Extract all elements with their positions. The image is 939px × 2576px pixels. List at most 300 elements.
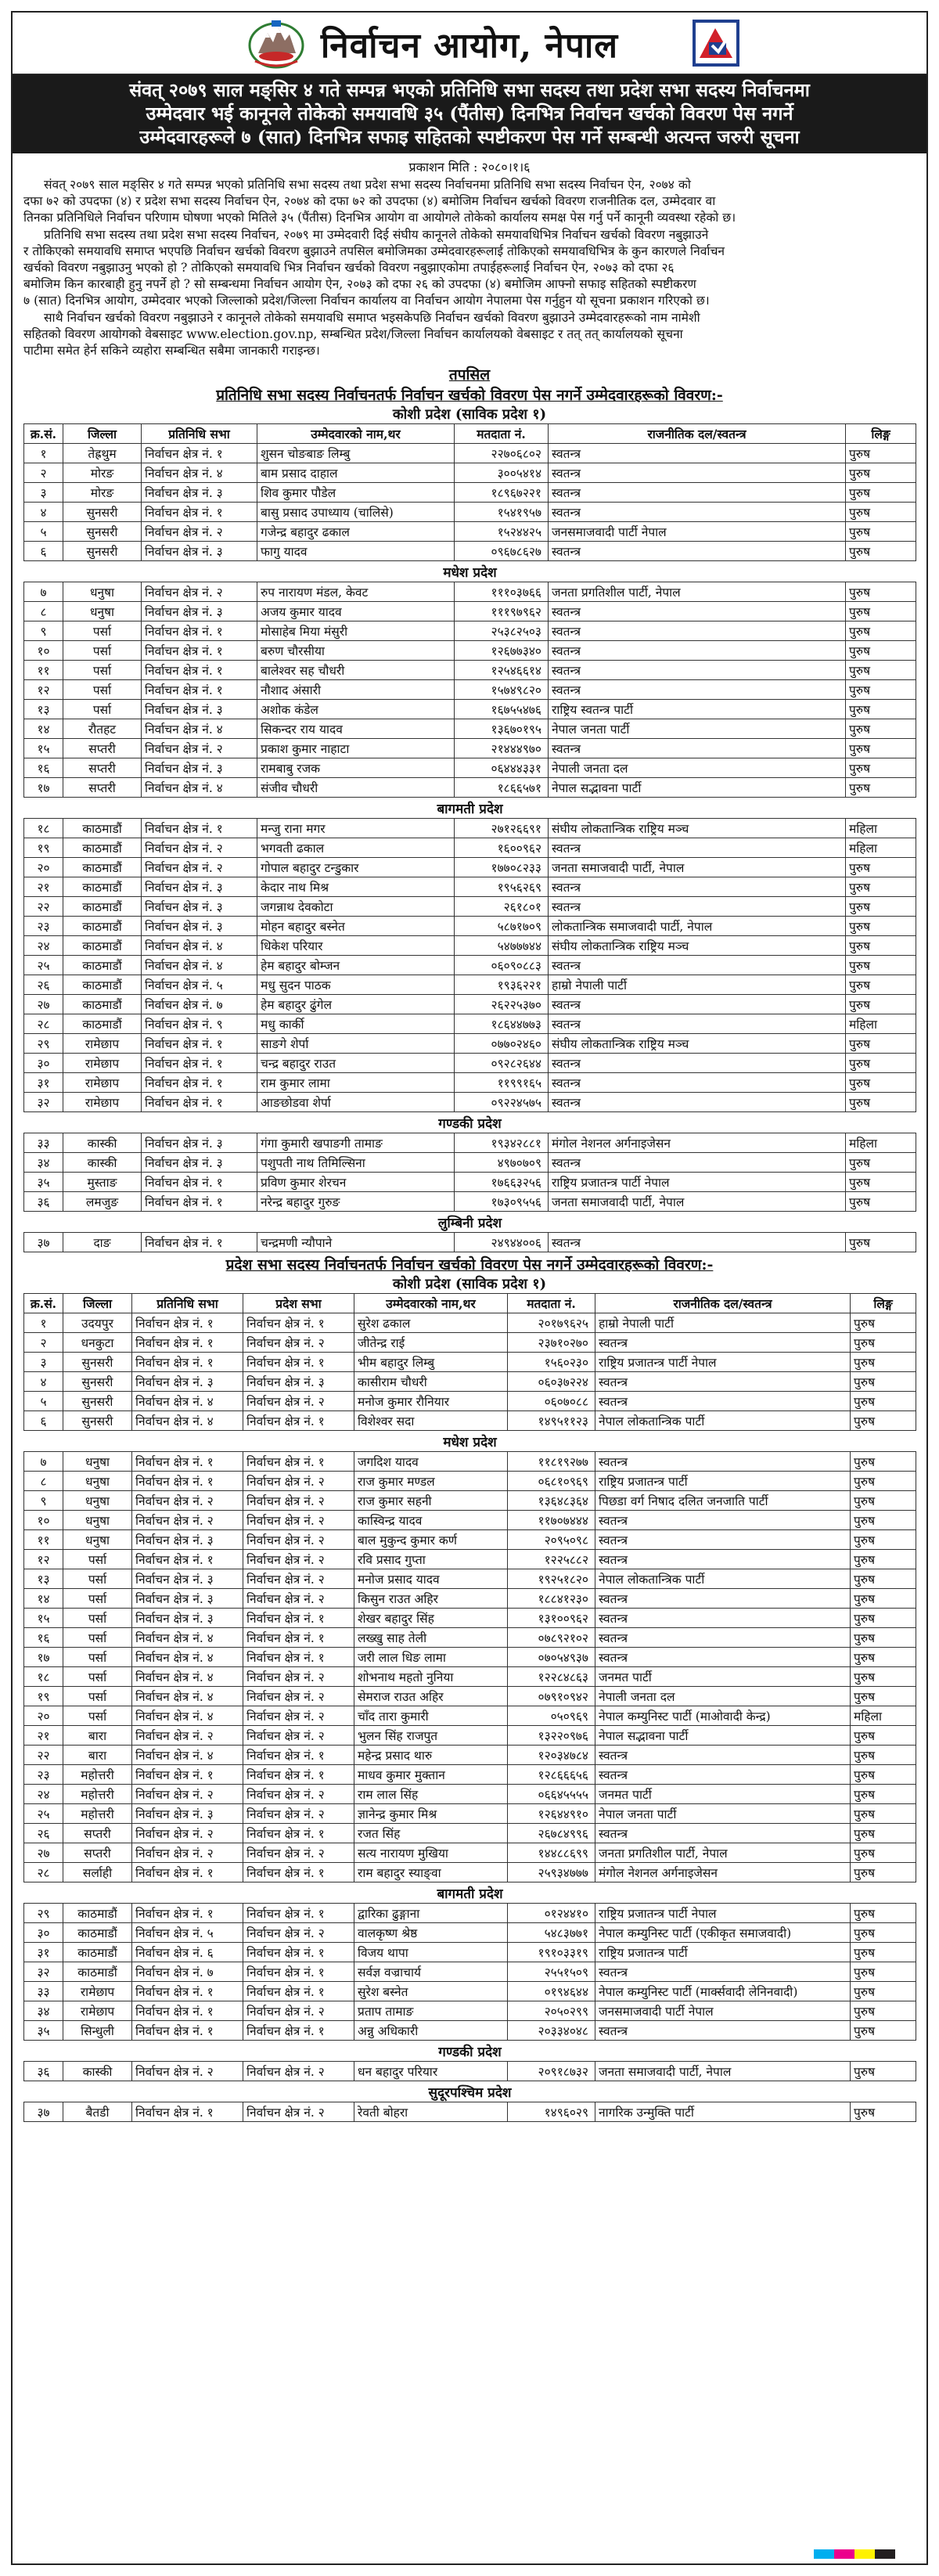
table-row: [24, 1863, 916, 1882]
table-cell: ०९२८२६४४: [455, 1054, 549, 1073]
table-cell: भीम बहादुर लिम्बु: [354, 1353, 508, 1372]
table-cell: निर्वाचन क्षेत्र नं. ४: [132, 1648, 243, 1667]
table-cell: धनुषा: [63, 602, 142, 621]
table-cell: निर्वाचन क्षेत्र नं. २: [243, 2001, 354, 2021]
table-cell: पुरुष: [851, 1353, 916, 1372]
table-cell: नेपाल लोकतान्त्रिक पार्टी: [595, 1411, 851, 1431]
table-cell: २८: [24, 1014, 63, 1034]
table-row: [24, 1648, 916, 1667]
table-row: [24, 956, 916, 975]
table-cell: १२८६६६५६: [508, 1765, 595, 1785]
table-cell: १२: [24, 680, 63, 700]
table-cell: मंगोल नेशनल अर्गनाइजेसन: [595, 1863, 851, 1882]
table-cell: ३७: [24, 1233, 63, 1252]
table-cell: रुप नारायण मंडल, केवट: [257, 582, 455, 602]
table-cell: जगन्नाथ देवकोटा: [257, 897, 455, 917]
table-cell: रामेछाप: [63, 1034, 142, 1054]
table-cell: निर्वाचन क्षेत्र नं. १: [142, 661, 257, 680]
table-cell: लोकतान्त्रिक समाजवादी पार्टी, नेपाल: [549, 917, 846, 936]
table-cell: राष्ट्रिय स्वतन्त्र पार्टी: [549, 700, 846, 719]
table-cell: ०६६४५५५५: [508, 1785, 595, 1804]
table-row: [24, 680, 916, 700]
table-cell: कास्की: [63, 2062, 132, 2081]
table-cell: स्वतन्त्र: [595, 1372, 851, 1392]
table-cell: शोभनाथ महतो नुनिया: [354, 1667, 508, 1687]
table-cell: ६: [24, 542, 63, 561]
table-cell: स्वतन्त्र: [549, 956, 846, 975]
table-cell: पुरुष: [851, 1962, 916, 1982]
table-cell: बाल मुकुन्द कुमार कर्ण: [354, 1530, 508, 1550]
table-cell: १८: [24, 819, 63, 838]
table-cell: ९: [24, 1491, 63, 1511]
table-cell: निर्वाचन क्षेत्र नं. ३: [132, 1804, 243, 1824]
pa-section-title: प्रदेश सभा सदस्य निर्वाचनतर्फ निर्वाचन खर्चको विवरण पेस नगर्ने उम्मेदवारहरूको विवरण:-: [225, 1256, 714, 1274]
table-cell: पर्सा: [63, 641, 142, 661]
table-cell: पुरुष: [846, 995, 916, 1014]
table-cell: १४: [24, 719, 63, 739]
table-cell: स्वतन्त्र: [595, 1589, 851, 1609]
table-row: [24, 936, 916, 956]
table-cell: पुरुष: [851, 1628, 916, 1648]
table-row: [24, 1785, 916, 1804]
table-cell: स्वतन्त्र: [549, 1093, 846, 1112]
table-cell: महिला: [851, 1706, 916, 1726]
column-header: मतदाता नं.: [455, 424, 549, 444]
table-cell: १२२८४८६३: [508, 1667, 595, 1687]
table-cell: २०९१८७३२: [508, 2062, 595, 2081]
table-cell: कास्की: [63, 1153, 142, 1173]
table-cell: ज्ञानेन्द्र कुमार मिश्र: [354, 1804, 508, 1824]
table-cell: जनता प्रगतिशील पार्टी, नेपाल: [549, 582, 846, 602]
table-cell: निर्वाचन क्षेत्र नं. ४: [132, 1392, 243, 1411]
table-cell: ५८७१७०९: [455, 917, 549, 936]
table-cell: पुरुष: [851, 1609, 916, 1628]
table-cell: बारा: [63, 1746, 132, 1765]
table-cell: मन्जु राना मगर: [257, 819, 455, 838]
table-cell: पर्सा: [63, 1648, 132, 1667]
table-cell: पुरुष: [846, 700, 916, 719]
table-cell: लमजुङ: [63, 1192, 142, 1212]
table-cell: मनोज प्रसाद यादव: [354, 1569, 508, 1589]
table-cell: पुरुष: [846, 602, 916, 621]
table-cell: स्वतन्त्र: [549, 641, 846, 661]
table-cell: सुरेश बस्नेत: [354, 1982, 508, 2001]
table-cell: सप्तरी: [63, 778, 142, 798]
table-cell: पुरुष: [851, 1392, 916, 1411]
table-cell: निर्वाचन क्षेत्र नं. १: [132, 1313, 243, 1333]
table-cell: निर्वाचन क्षेत्र नं. १: [243, 1863, 354, 1882]
table-row: [24, 917, 916, 936]
table-cell: धिकेश परियार: [257, 936, 455, 956]
table-cell: सप्तरी: [63, 758, 142, 778]
table-cell: ३०: [24, 1054, 63, 1073]
table-cell: हेम बहादुर ढुंगेल: [257, 995, 455, 1014]
province-row: [24, 1431, 916, 1452]
table-cell: १५७४९८२०: [455, 680, 549, 700]
table-cell: राष्ट्रिय प्रजातन्त्र पार्टी: [595, 1943, 851, 1962]
table-cell: १२६४४९१०: [508, 1804, 595, 1824]
table-cell: पुरुष: [846, 680, 916, 700]
table-cell: १८९६७२२१: [455, 483, 549, 503]
table-cell: १९२५१८२०: [508, 1569, 595, 1589]
column-header: राजनीतिक दल/स्वतन्त्र: [595, 1294, 851, 1313]
table-cell: रजत सिंह: [354, 1824, 508, 1843]
table-cell: पुरुष: [851, 1843, 916, 1863]
table-cell: कास्की: [63, 1133, 142, 1153]
table-cell: काठमाडौं: [63, 1904, 132, 1923]
table-cell: निर्वाचन क्षेत्र नं. ४: [132, 1687, 243, 1706]
table-cell: १८६६५७१: [455, 778, 549, 798]
province-label: मधेश प्रदेश: [24, 1431, 916, 1452]
column-header: लिङ्ग: [851, 1294, 916, 1313]
table-cell: १०: [24, 641, 63, 661]
table-row: [24, 819, 916, 838]
table-cell: काठमाडौं: [63, 838, 142, 858]
table-cell: ३: [24, 1353, 63, 1372]
column-header: क्र.सं.: [24, 424, 63, 444]
table-cell: स्वतन्त्र: [595, 1765, 851, 1785]
table-cell: सुनसरी: [63, 1353, 132, 1372]
table-cell: स्वतन्त्र: [549, 661, 846, 680]
table-row: [24, 1233, 916, 1252]
table-cell: शिव कुमार पौडेल: [257, 483, 455, 503]
table-cell: पुरुष: [851, 1804, 916, 1824]
table-cell: स्वतन्त्र: [595, 1392, 851, 1411]
table-cell: निर्वाचन क्षेत्र नं. १: [243, 1648, 354, 1667]
table-cell: ३००५४१४: [455, 463, 549, 483]
pa-table-header: [24, 1294, 916, 1313]
table-row: [24, 641, 916, 661]
table-row: [24, 1904, 916, 1923]
column-header: जिल्ला: [63, 1294, 132, 1313]
table-cell: नेपाल कम्युनिस्ट पार्टी (मार्क्सवादी लेनिनवादी): [595, 1982, 851, 2001]
table-row: [24, 1472, 916, 1491]
table-cell: २६: [24, 1824, 63, 1843]
table-cell: पुरुष: [846, 641, 916, 661]
table-row: [24, 522, 916, 542]
table-cell: निर्वाचन क्षेत्र नं. २: [142, 858, 257, 877]
table-cell: निर्वाचन क्षेत्र नं. २: [132, 1843, 243, 1863]
para-line: संवत् २०७९ साल मङ्सिर ४ गते सम्पन्न भएको प्रतिनिधि सभा सदस्य तथा प्रदेश सभा सदस्य निर्वाचनमा प्रतिनिधि सभा सदस्य निर्वाचन ऐन, २०७४ को: [44, 178, 691, 192]
table-row: [24, 1824, 916, 1843]
table-row: [24, 2062, 916, 2081]
province-row: [24, 561, 916, 582]
table-row: [24, 1173, 916, 1192]
table-cell: महिला: [846, 838, 916, 858]
table-cell: निर्वाचन क्षेत्र नं. १: [243, 1746, 354, 1765]
table-cell: १८६४४७७३: [455, 1014, 549, 1034]
table-cell: निर्वाचन क्षेत्र नं. ३: [142, 917, 257, 936]
table-cell: संघीय लोकतान्त्रिक राष्ट्रिय मञ्च: [549, 936, 846, 956]
election-commission-logo-icon: [692, 19, 740, 67]
table-cell: भगवती ढकाल: [257, 838, 455, 858]
table-cell: प्रताप तामाङ: [354, 2001, 508, 2021]
table-cell: ३६: [24, 1192, 63, 1212]
table-row: [24, 1804, 916, 1824]
para-line: सहितको विवरण आयोगको वेबसाइट www.election.gov.np, सम्बन्धित प्रदेश/जिल्ला निर्वाचन कार्यालयको वेबसाइट र तत् तत् कार्यालयको सूचना: [23, 326, 683, 341]
table-cell: काठमाडौं: [63, 819, 142, 838]
hor-table: [23, 423, 916, 1252]
table-cell: १३१००९६२: [508, 1609, 595, 1628]
table-cell: पुरुष: [846, 1054, 916, 1073]
table-cell: १५६०२३०: [508, 1353, 595, 1372]
hor-section-title: प्रतिनिधि सभा सदस्य निर्वाचनतर्फ निर्वाचन खर्चको विवरण पेस नगर्ने उम्मेदवारहरूको विवरण:-: [216, 387, 723, 405]
pa-table: [23, 1293, 916, 2122]
table-row: [24, 1153, 916, 1173]
table-cell: निर्वाचन क्षेत्र नं. २: [132, 1726, 243, 1746]
table-cell: पर्सा: [63, 1667, 132, 1687]
table-cell: पर्सा: [63, 1687, 132, 1706]
column-header: लिङ्ग: [846, 424, 916, 444]
table-cell: २२: [24, 897, 63, 917]
table-cell: स्वतन्त्र: [549, 1073, 846, 1093]
table-cell: निर्वाचन क्षेत्र नं. २: [243, 1785, 354, 1804]
header: [13, 13, 926, 74]
para-line: पाटीमा समेत हेर्न सकिने व्यहोरा सम्बन्धित सबैमा जानकारी गराइन्छ।: [23, 344, 320, 358]
table-cell: काठमाडौं: [63, 936, 142, 956]
table-cell: निर्वाचन क्षेत्र नं. १: [142, 1233, 257, 1252]
table-cell: निर्वाचन क्षेत्र नं. ३: [132, 1569, 243, 1589]
table-row: [24, 1073, 916, 1093]
table-cell: मधु कार्की: [257, 1014, 455, 1034]
table-cell: स्वतन्त्र: [549, 602, 846, 621]
table-cell: ९: [24, 621, 63, 641]
table-cell: १६००९६२: [455, 838, 549, 858]
table-cell: नागरिक उन्मुक्ति पार्टी: [595, 2102, 851, 2122]
table-cell: ३४: [24, 1153, 63, 1173]
table-cell: पर्सा: [63, 1609, 132, 1628]
table-cell: २५: [24, 1804, 63, 1824]
table-cell: २१४४४९७०: [455, 739, 549, 758]
table-cell: ०९६७८६२७: [455, 542, 549, 561]
pa-first-province: कोशी प्रदेश (साविक प्रदेश १): [392, 1276, 547, 1293]
table-cell: ५: [24, 522, 63, 542]
table-cell: निर्वाचन क्षेत्र नं. २: [243, 2102, 354, 2122]
province-label: गण्डकी प्रदेश: [24, 2041, 916, 2062]
table-cell: निर्वाचन क्षेत्र नं. १: [142, 1034, 257, 1054]
table-cell: २९: [24, 1904, 63, 1923]
table-cell: मोरङ: [63, 463, 142, 483]
table-cell: ०५०९६९: [508, 1706, 595, 1726]
table-cell: निर्वाचन क्षेत्र नं. १: [243, 1609, 354, 1628]
table-cell: ११७०७४४४: [508, 1511, 595, 1530]
table-cell: स्वतन्त्र: [549, 897, 846, 917]
table-row: [24, 1511, 916, 1530]
table-row: [24, 1609, 916, 1628]
table-cell: निर्वाचन क्षेत्र नं. १: [132, 1765, 243, 1785]
table-cell: २४: [24, 1785, 63, 1804]
table-cell: जनसमाजवादी पार्टी नेपाल: [595, 2001, 851, 2021]
table-cell: निर्वाचन क्षेत्र नं. १: [142, 641, 257, 661]
table-cell: ५: [24, 1392, 63, 1411]
table-cell: १४९६०२९: [508, 2102, 595, 2122]
table-cell: पुरुष: [851, 1511, 916, 1530]
table-cell: रामबाबु रजक: [257, 758, 455, 778]
para-line: र तोकिएको समयावधि समाप्त भएपछि निर्वाचन खर्चको विवरण बुझाउने तपसिल बमोजिमका उम्मेदवारहरूलाई तोकिएको समयावधिभित्र के कुन कारणले निर्वाचन: [23, 243, 725, 258]
table-cell: सेमराज राउत अहिर: [354, 1687, 508, 1706]
table-cell: निर्वाचन क्षेत्र नं. ३: [142, 758, 257, 778]
table-cell: ११८१९२७७: [508, 1452, 595, 1472]
table-cell: महोत्तरी: [63, 1785, 132, 1804]
table-cell: पशुपती नाथ तिमिल्सिना: [257, 1153, 455, 1173]
table-cell: काठमाडौं: [63, 1943, 132, 1962]
table-cell: पुरुष: [846, 858, 916, 877]
province-label: सुदूरपश्चिम प्रदेश: [24, 2081, 916, 2102]
table-cell: शेखर बहादुर सिंह: [354, 1609, 508, 1628]
table-cell: ३२: [24, 1962, 63, 1982]
table-row: [24, 1569, 916, 1589]
table-cell: अजय कुमार यादव: [257, 602, 455, 621]
table-cell: पुरुष: [851, 1569, 916, 1589]
table-cell: आङछोडवा शेर्पा: [257, 1093, 455, 1112]
table-cell: सुनसरी: [63, 1392, 132, 1411]
table-cell: पुरुष: [846, 956, 916, 975]
table-cell: नेपाली जनता दल: [595, 1687, 851, 1706]
table-cell: पुरुष: [846, 1093, 916, 1112]
province-label: बागमती प्रदेश: [24, 798, 916, 819]
table-row: [24, 858, 916, 877]
table-cell: राज कुमार सहनी: [354, 1491, 508, 1511]
table-row: [24, 463, 916, 483]
table-cell: निर्वाचन क्षेत्र नं. २: [243, 1923, 354, 1943]
table-cell: निर्वाचन क्षेत्र नं. ३: [132, 1609, 243, 1628]
table-cell: पुरुष: [851, 1923, 916, 1943]
table-cell: १६७५५४७६: [455, 700, 549, 719]
table-cell: ४९७०७०९: [455, 1153, 549, 1173]
table-cell: निर्वाचन क्षेत्र नं. ७: [142, 995, 257, 1014]
table-cell: १८: [24, 1667, 63, 1687]
table-cell: राम बहादुर स्याङ्वा: [354, 1863, 508, 1882]
table-cell: निर्वाचन क्षेत्र नं. २: [243, 2062, 354, 2081]
table-cell: स्वतन्त्र: [549, 1153, 846, 1173]
table-row: [24, 1589, 916, 1609]
table-cell: निर्वाचन क्षेत्र नं. २: [243, 1843, 354, 1863]
banner-line: उम्मेदवारहरूले ७ (सात) दिनभित्र सफाइ सहितको स्पष्टीकरण पेस गर्ने सम्बन्धी अत्यन्त जरुरी सूचना: [139, 126, 800, 148]
table-cell: मोरङ: [63, 483, 142, 503]
table-cell: जनता प्रगतिशील पार्टी, नेपाल: [595, 1843, 851, 1863]
table-cell: १७७०८२३३: [455, 858, 549, 877]
table-row: [24, 1843, 916, 1863]
table-cell: स्वतन्त्र: [595, 1824, 851, 1843]
table-cell: पुरुष: [846, 503, 916, 522]
table-cell: ०६८१०९६९: [508, 1472, 595, 1491]
table-cell: ०७७०२४६०: [455, 1034, 549, 1054]
table-cell: साङगे शेर्पा: [257, 1034, 455, 1054]
table-cell: निर्वाचन क्षेत्र नं. ५: [132, 1923, 243, 1943]
table-row: [24, 1962, 916, 1982]
table-cell: स्वतन्त्र: [549, 542, 846, 561]
table-cell: निर्वाचन क्षेत्र नं. १: [243, 1962, 354, 1982]
table-row: [24, 1706, 916, 1726]
table-cell: १७: [24, 778, 63, 798]
table-cell: १२०३४७८४: [508, 1746, 595, 1765]
table-cell: धनुषा: [63, 1511, 132, 1530]
table-row: [24, 1687, 916, 1706]
table-cell: पुरुष: [851, 1765, 916, 1785]
table-cell: निर्वाचन क्षेत्र नं. २: [243, 1472, 354, 1491]
table-cell: नरेन्द्र बहादुर गुरुङ: [257, 1192, 455, 1212]
table-cell: २७१२६६९१: [455, 819, 549, 838]
table-cell: संघीय लोकतान्त्रिक राष्ट्रिय मञ्च: [549, 1034, 846, 1054]
para-line: खर्चको विवरण नबुझाउनु भएको हो ? तोकिएको समयावधि भित्र निर्वाचन खर्चको विवरण नबुझाएकोमा तपाईहरूलाई निर्वाचन ऐन, २०७३ को दफा २६: [23, 261, 675, 276]
table-cell: पुरुष: [846, 661, 916, 680]
column-header: प्रतिनिधि सभा: [142, 424, 257, 444]
table-cell: पुरुष: [851, 1982, 916, 2001]
table-cell: पुरुष: [851, 1863, 916, 1882]
table-cell: निर्वाचन क्षेत्र नं. ३: [142, 483, 257, 503]
table-cell: रेवती बोहरा: [354, 2102, 508, 2122]
table-cell: ३३: [24, 1982, 63, 2001]
table-cell: २९: [24, 1034, 63, 1054]
table-cell: राष्ट्रिय प्रजातन्त्र पार्टी: [595, 1472, 851, 1491]
table-cell: २५५१५०९: [508, 1962, 595, 1982]
table-cell: सुनसरी: [63, 503, 142, 522]
table-cell: किसुन राउत अहिर: [354, 1589, 508, 1609]
table-cell: निर्वाचन क्षेत्र नं. १: [142, 444, 257, 463]
table-cell: २५३८२५०३: [455, 621, 549, 641]
table-cell: महोत्तरी: [63, 1804, 132, 1824]
table-cell: १०: [24, 1511, 63, 1530]
publication-date: प्रकाशन मिति : २०८०।१।६: [408, 160, 531, 175]
table-cell: ३६: [24, 2062, 63, 2081]
province-row: [24, 1112, 916, 1133]
table-cell: काठमाडौं: [63, 975, 142, 995]
table-cell: मुस्ताङ: [63, 1173, 142, 1192]
table-cell: निर्वाचन क्षेत्र नं. ४: [132, 1746, 243, 1765]
table-cell: पिछडा वर्ग निषाद दलित जनजाति पार्टी: [595, 1491, 851, 1511]
table-cell: निर्वाचन क्षेत्र नं. ४: [142, 463, 257, 483]
table-cell: २०: [24, 1706, 63, 1726]
table-cell: निर्वाचन क्षेत्र नं. १: [132, 2001, 243, 2021]
table-cell: निर्वाचन क्षेत्र नं. १: [243, 2021, 354, 2041]
table-cell: कास्विन्द्र यादव: [354, 1511, 508, 1530]
table-cell: हेम बहादुर बोम्जन: [257, 956, 455, 975]
table-cell: रामेछाप: [63, 1054, 142, 1073]
para-line: साथै निर्वाचन खर्चको विवरण नबुझाउने र कानूनले तोकेको समयावधि समाप्त भइसकेपछि निर्वाचन खर्चको विवरण बुझाउने उम्मेदवारहरूको नाम नामेशी: [44, 310, 700, 325]
table-cell: पुरुष: [851, 1648, 916, 1667]
table-cell: पुरुष: [851, 1372, 916, 1392]
province-label: मधेश प्रदेश: [24, 561, 916, 582]
table-cell: राज कुमार मण्डल: [354, 1472, 508, 1491]
table-cell: पर्सा: [63, 661, 142, 680]
table-cell: निर्वाचन क्षेत्र नं. ३: [142, 1153, 257, 1173]
banner-line: संवत् २०७९ साल मङ्सिर ४ गते सम्पन्न भएको प्रतिनिधि सभा सदस्य तथा प्रदेश सभा सदस्य निर्वाचनमा: [129, 79, 810, 101]
table-cell: नेपाल जनता पार्टी: [595, 1804, 851, 1824]
table-cell: निर्वाचन क्षेत्र नं. २: [243, 1667, 354, 1687]
table-cell: स्वतन्त्र: [549, 1233, 846, 1252]
table-cell: निर्वाचन क्षेत्र नं. २: [243, 1392, 354, 1411]
table-row: [24, 739, 916, 758]
table-cell: पुरुष: [846, 621, 916, 641]
table-row: [24, 1923, 916, 1943]
table-cell: निर्वाचन क्षेत्र नं. ४: [142, 719, 257, 739]
table-cell: मनोज कुमार रौनियार: [354, 1392, 508, 1411]
table-cell: रामेछाप: [63, 1093, 142, 1112]
table-cell: ८: [24, 602, 63, 621]
province-label: गण्डकी प्रदेश: [24, 1112, 916, 1133]
table-cell: पुरुष: [846, 483, 916, 503]
hor-table-header: [24, 424, 916, 444]
table-cell: जनता समाजवादी पार्टी, नेपाल: [549, 1192, 846, 1212]
table-cell: १५२४४२५: [455, 522, 549, 542]
table-cell: धनुषा: [63, 1452, 132, 1472]
table-row: [24, 778, 916, 798]
table-cell: स्वतन्त्र: [549, 621, 846, 641]
table-cell: बैतडी: [63, 2102, 132, 2122]
table-cell: महेन्द्र प्रसाद थारु: [354, 1746, 508, 1765]
table-cell: पुरुष: [846, 522, 916, 542]
table-cell: पुरुष: [846, 1073, 916, 1093]
